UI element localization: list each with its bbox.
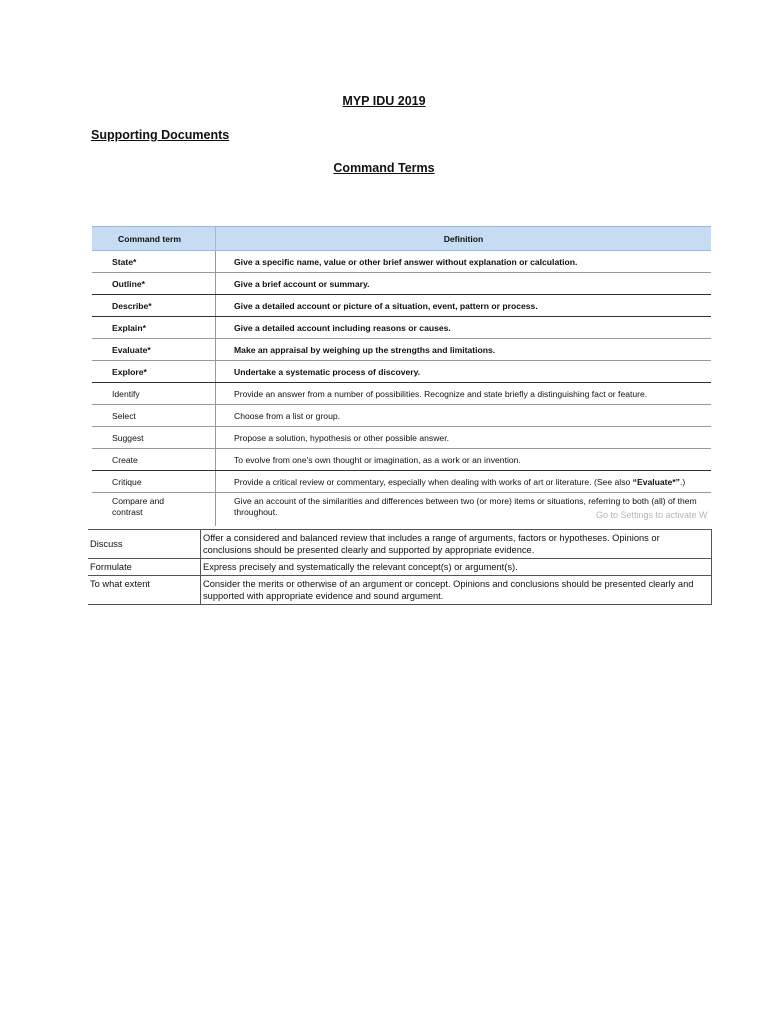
term-line: Compare and: [112, 496, 165, 506]
term-cell: Critique: [92, 471, 216, 493]
definition-cell: Give a specific name, value or other brief answer without explanation or calculation.: [216, 251, 712, 273]
table-row: [92, 383, 711, 405]
term-cell: Create: [92, 449, 216, 471]
definition-text-end: .): [679, 476, 686, 487]
definition-cell: Express precisely and systematically the relevant concept(s) or argument(s).: [201, 559, 712, 576]
table-row: [92, 449, 711, 471]
table-row: [92, 405, 711, 427]
table-row: [92, 273, 711, 295]
term-cell: [92, 493, 216, 527]
term-cell: Select: [92, 405, 216, 427]
table-row: [92, 471, 711, 493]
term-cell: Formulate: [88, 559, 201, 576]
definition-bold-ref: “Evaluate*”: [632, 476, 680, 487]
term-cell: State*: [92, 251, 216, 273]
definition-cell: Offer a considered and balanced review that includes a range of arguments, factors or hypotheses. Opinions or conclusions should be presented clearly and supported by appropriate evidence.: [201, 530, 712, 559]
definition-line: Give an account of the similarities and differences between two (or more) items or situations, referring to both (all) of them: [234, 496, 697, 506]
command-terms-table: [92, 226, 711, 526]
definition-line: throughout.: [234, 507, 278, 517]
table-row: [88, 559, 712, 576]
term-cell: Explore*: [92, 361, 216, 383]
table-row: [92, 317, 711, 339]
table-header-row: [92, 227, 711, 251]
term-cell: Suggest: [92, 427, 216, 449]
definition-cell: Choose from a list or group.: [216, 405, 712, 427]
term-cell: Describe*: [92, 295, 216, 317]
term-cell: Evaluate*: [92, 339, 216, 361]
term-cell: Explain*: [92, 317, 216, 339]
term-line: contrast: [112, 507, 143, 517]
definition-cell: [216, 471, 712, 493]
definition-cell: Give a detailed account including reasons or causes.: [216, 317, 712, 339]
header-command-term: Command term: [92, 227, 216, 251]
table-row: [88, 576, 712, 605]
definition-cell: Give a brief account or summary.: [216, 273, 712, 295]
term-cell: Discuss: [88, 530, 201, 559]
definition-cell: Give a detailed account or picture of a situation, event, pattern or process.: [216, 295, 712, 317]
definition-cell: Provide an answer from a number of possibilities. Recognize and state briefly a distinguishing fact or feature.: [216, 383, 712, 405]
table-row: [92, 295, 711, 317]
definition-cell: To evolve from one's own thought or imagination, as a work or an invention.: [216, 449, 712, 471]
table-row: [92, 251, 711, 273]
definition-cell: Make an appraisal by weighing up the strengths and limitations.: [216, 339, 712, 361]
table-row: [92, 427, 711, 449]
definition-text: Provide a critical review or commentary, especially when dealing with works of art or literature. (See also: [234, 476, 633, 487]
activation-watermark: Go to Settings to activate W: [596, 510, 708, 520]
term-cell: To what extent: [88, 576, 201, 605]
document-title: MYP IDU 2019: [342, 94, 426, 108]
table-row: [92, 361, 711, 383]
definition-cell: Consider the merits or otherwise of an argument or concept. Opinions and conclusions should be presented clearly and supported with appropriate evidence and sound argument.: [201, 576, 712, 605]
definition-cell: Undertake a systematic process of discovery.: [216, 361, 712, 383]
table-row: [92, 339, 711, 361]
definition-cell: Propose a solution, hypothesis or other possible answer.: [216, 427, 712, 449]
subtitle: Command Terms: [333, 161, 435, 175]
header-definition: Definition: [216, 227, 712, 251]
term-cell: Identify: [92, 383, 216, 405]
additional-terms-table: [88, 529, 712, 605]
table-row: [88, 530, 712, 559]
section-heading: Supporting Documents: [91, 128, 230, 142]
term-cell: Outline*: [92, 273, 216, 295]
